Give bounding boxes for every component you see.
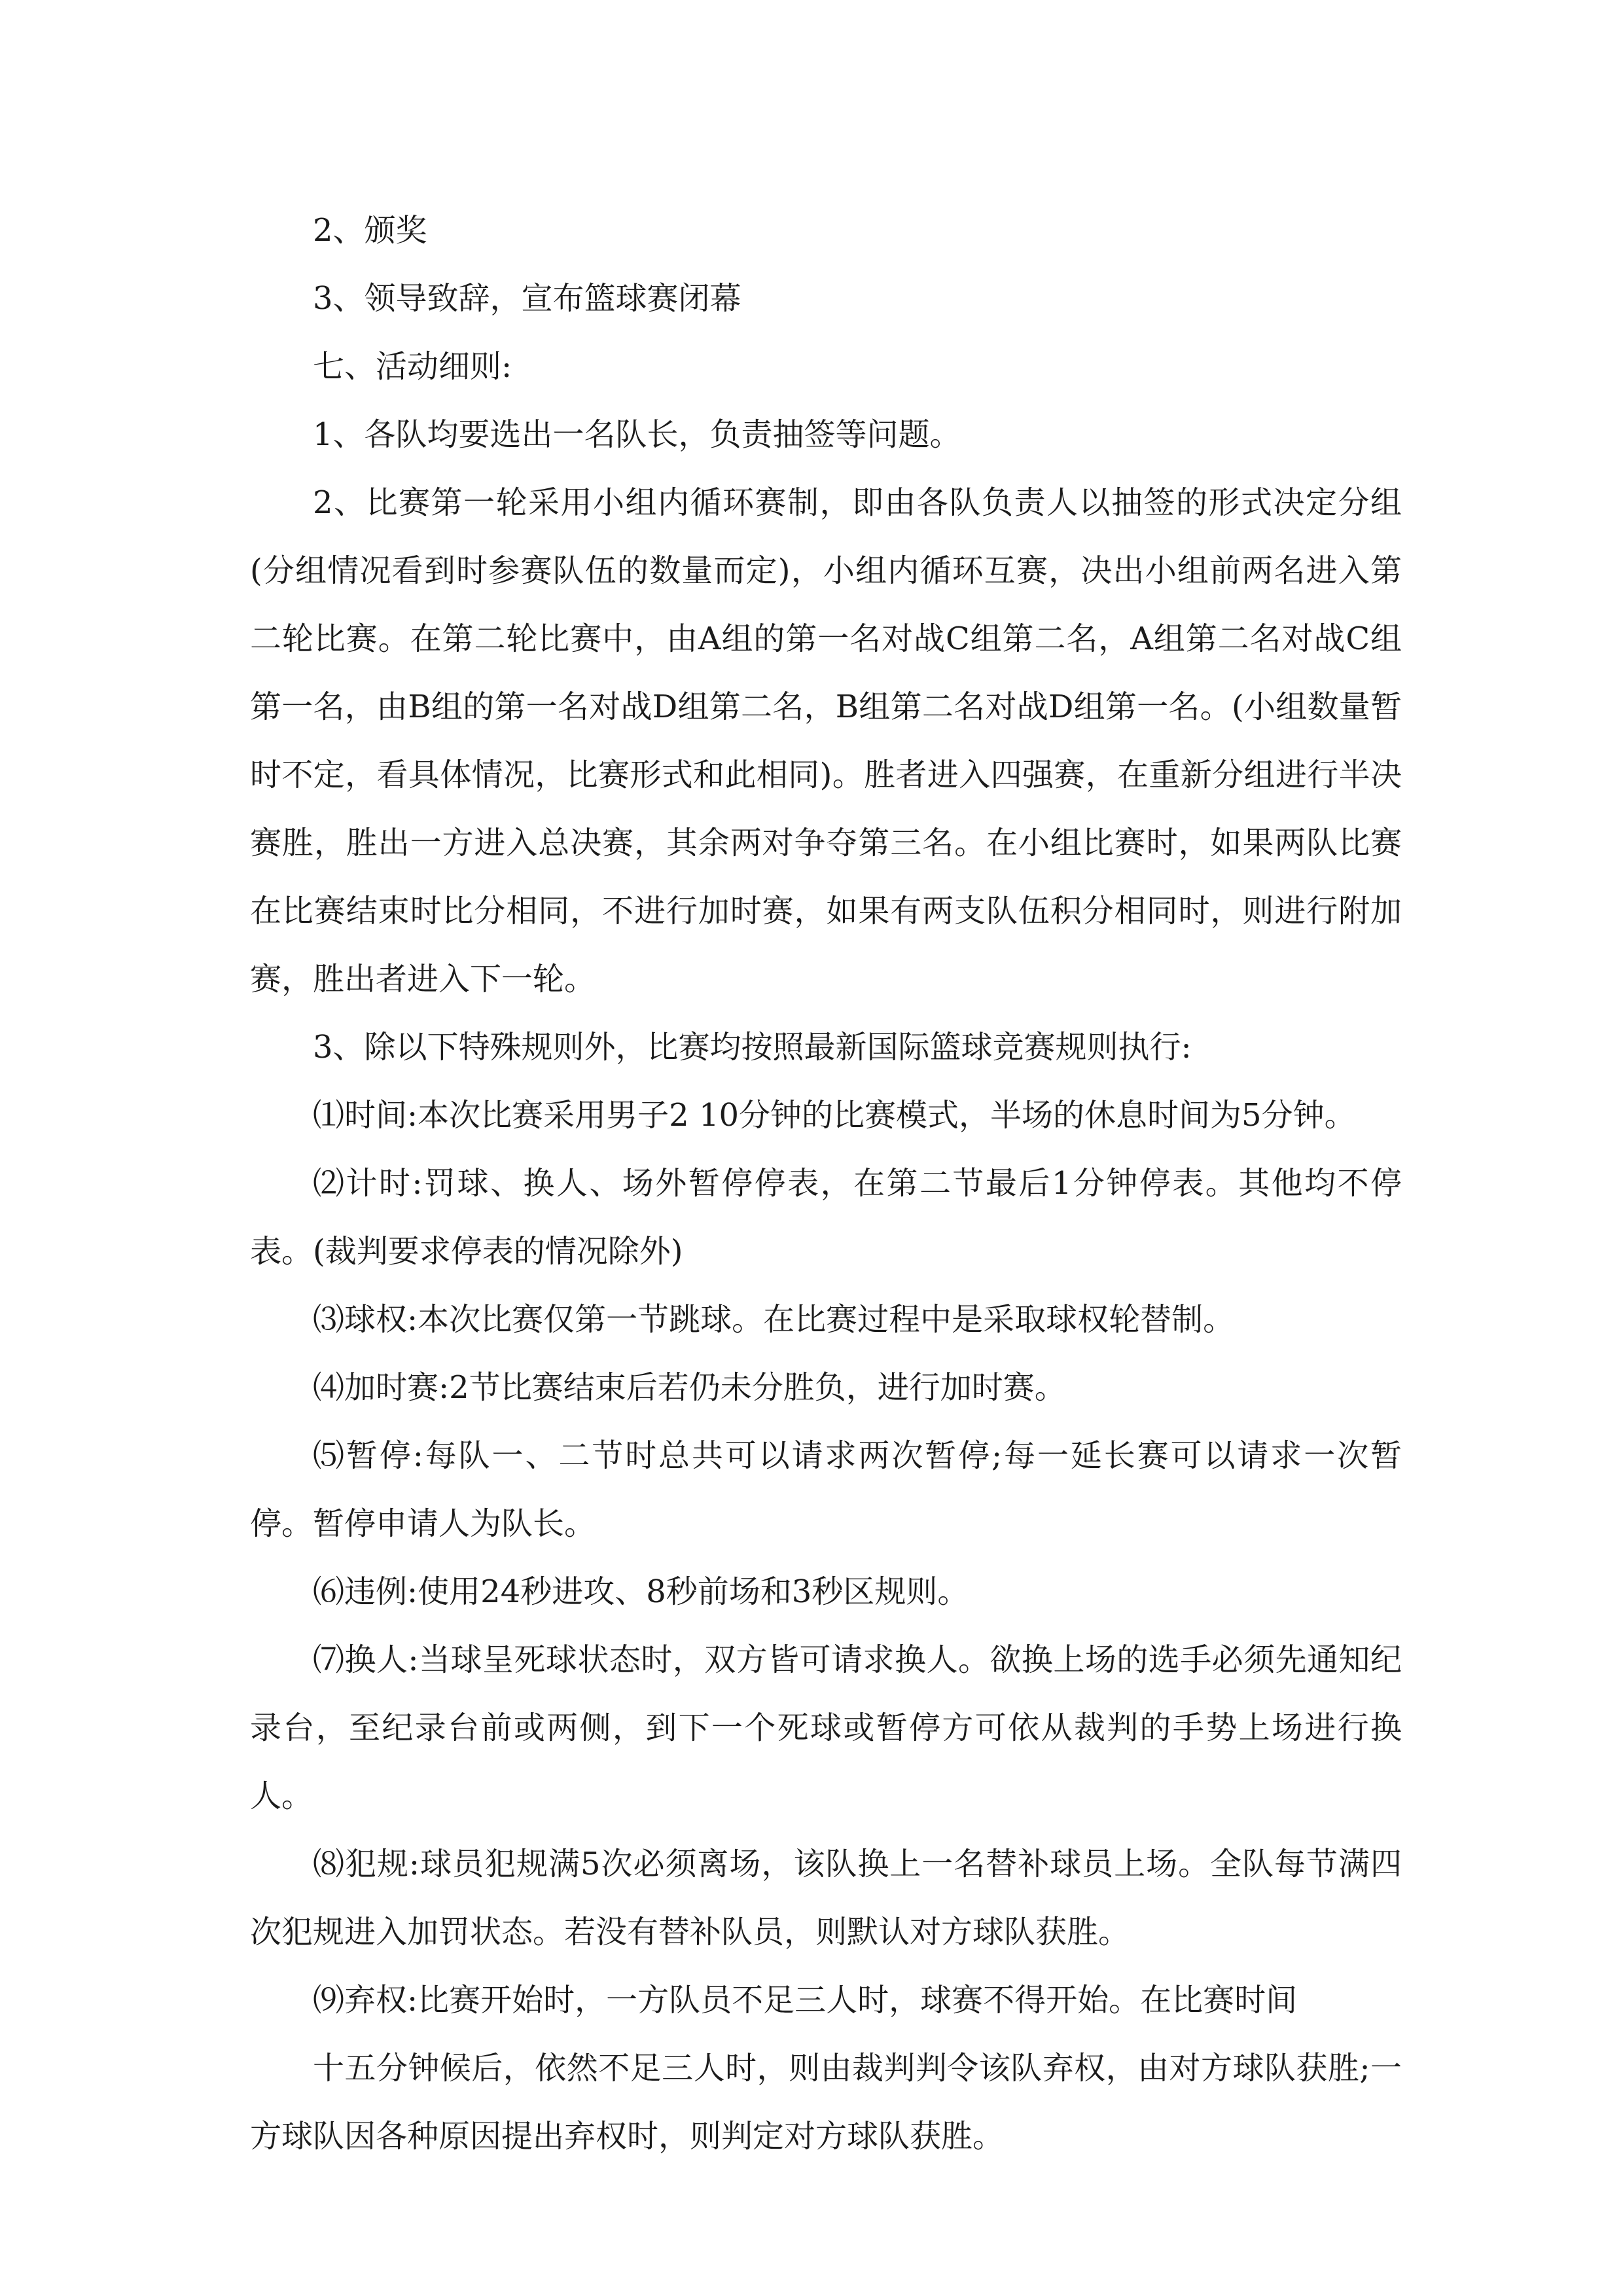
paragraph-timeout: ⑸暂停:每队一、二节时总共可以请求两次暂停;每一延长赛可以请求一次暂停。暂停申请人为队长。	[250, 1437, 1402, 1542]
paragraph-rule-2: 2、比赛第一轮采用小组内循环赛制，即由各队负责人以抽签的形式决定分组(分组情况看到时参赛队伍的数量而定)，小组内循环互赛，决出小组前两名进入第二轮比赛。在第二轮比赛中，由A组的第一名对战C组第二名，A组第二名对战C组第一名，由B组的第一名对战D组第二名，B组第二名对战D组第一名。(小组数量暂时不定，看具体情况，比赛形式和此相同)。胜者进入四强赛，在重新分组进行半决赛胜，胜出一方进入总决赛，其余两对争夺第三名。在小组比赛时，如果两队比赛在比赛结束时比分相同，不进行加时赛，如果有两支队伍积分相同时，则进行附加赛，胜出者进入下一轮。	[250, 484, 1402, 997]
paragraph-award: 2、颁奖	[313, 212, 427, 249]
paragraph-overtime: ⑷加时赛:2节比赛结束后若仍未分胜负，进行加时赛。	[313, 1369, 1066, 1406]
paragraph-foul: ⑻犯规:球员犯规满5次必须离场，该队换上一名替补球员上场。全队每节满四次犯规进入加罚状态。若没有替补队员，则默认对方球队获胜。	[250, 1846, 1402, 1950]
paragraph-closing-speech: 3、领导致辞，宣布篮球赛闭幕	[313, 280, 741, 317]
paragraph-substitution: ⑺换人:当球呈死球状态时，双方皆可请求换人。欲换上场的选手必须先通知纪录台，至纪录台前或两侧，到下一个死球或暂停方可依从裁判的手势上场进行换人。	[250, 1641, 1402, 1814]
paragraph-time: ⑴时间:本次比赛采用男子2 10分钟的比赛模式，半场的休息时间为5分钟。	[313, 1097, 1356, 1134]
paragraph-rule-1: 1、各队均要选出一名队长，负责抽签等问题。	[313, 416, 961, 453]
section-heading-rules: 七、活动细则:	[313, 348, 512, 385]
document-body	[250, 196, 1402, 2170]
paragraph-possession: ⑶球权:本次比赛仅第一节跳球。在比赛过程中是采取球权轮替制。	[313, 1301, 1235, 1338]
paragraph-timing: ⑵计时:罚球、换人、场外暂停停表，在第二节最后1分钟停表。其他均不停表。(裁判要求停表的情况除外)	[250, 1165, 1402, 1270]
paragraph-violation: ⑹违例:使用24秒进攻、8秒前场和3秒区规则。	[313, 1573, 969, 1610]
paragraph-rule-3: 3、除以下特殊规则外，比赛均按照最新国际篮球竞赛规则执行:	[313, 1029, 1192, 1066]
paragraph-forfeit: ⑼弃权:比赛开始时，一方队员不足三人时，球赛不得开始。在比赛时间	[313, 1982, 1298, 2018]
paragraph-forfeit-continued: 十五分钟候后，依然不足三人时，则由裁判判令该队弃权，由对方球队获胜;一方球队因各种原因提出弃权时，则判定对方球队获胜。	[250, 2050, 1402, 2155]
